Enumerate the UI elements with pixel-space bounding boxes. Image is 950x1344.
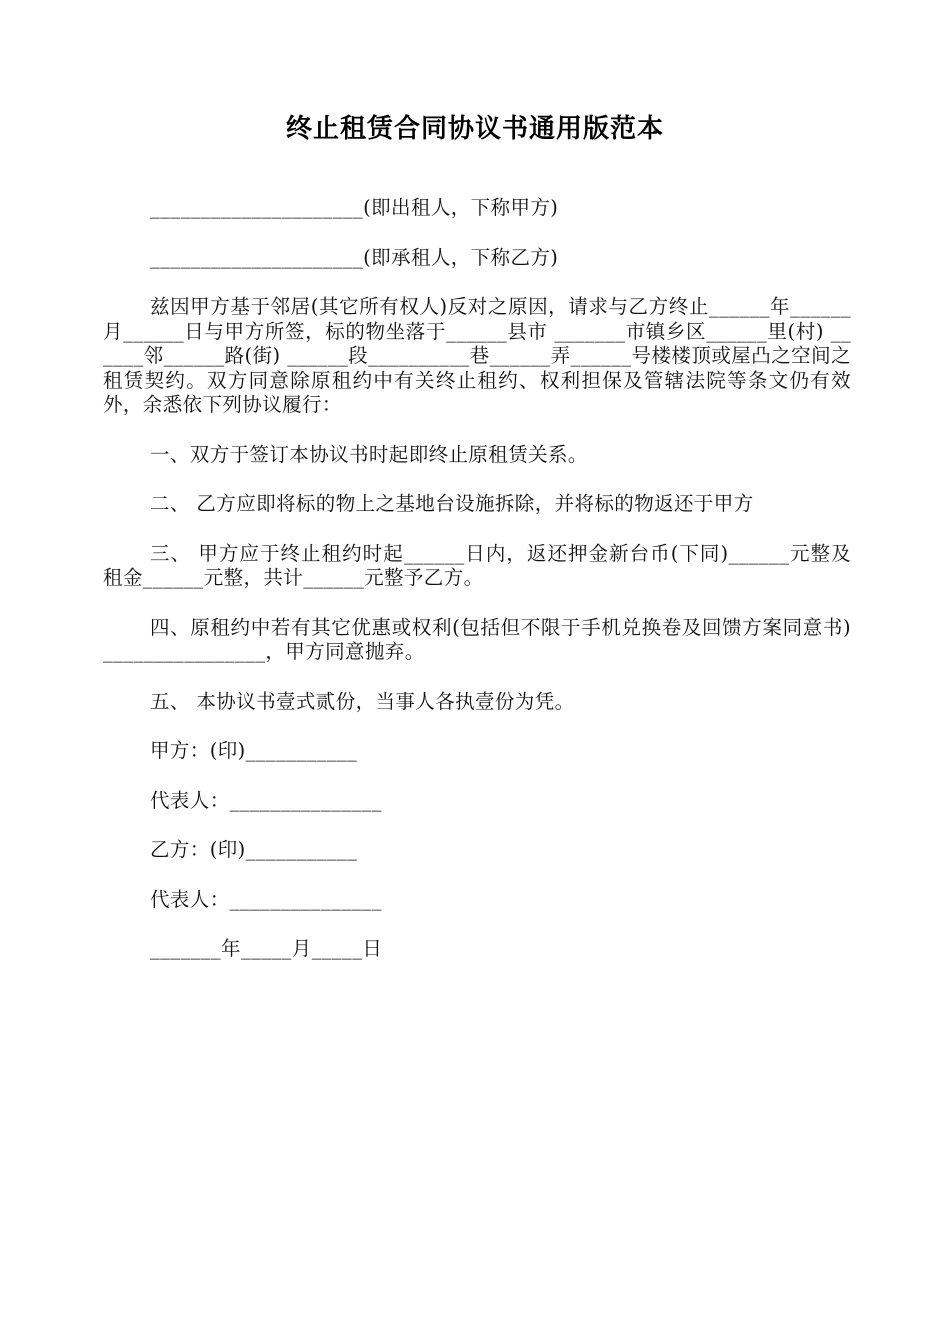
party-b-representative-line: 代表人：_______________ <box>150 887 382 911</box>
clause-4: 四、原租约中若有其它优惠或权利(包括但不限于手机兑换卷及回馈方案同意书)________________，甲方同意抛弃。 <box>103 615 851 663</box>
date-line: _______年_____月_____日 <box>150 937 383 960</box>
clause-5: 五、 本协议书壹式贰份，当事人各执壹份为凭。 <box>150 689 575 713</box>
document-body <box>103 196 851 987</box>
party-a-representative-line: 代表人：_______________ <box>150 788 382 812</box>
clause-1: 一、双方于签订本协议书时起即终止原租赁关系。 <box>150 442 588 466</box>
party-b-line: _____________________(即承租人，下称乙方) <box>150 245 559 269</box>
clause-2: 二、 乙方应即将标的物上之基地台设施拆除，并将标的物返还于甲方 <box>150 492 754 515</box>
clause-3: 三、 甲方应于终止租约时起______日内，返还押金新台币(下同)______元整及租金______元整，共计______元整予乙方。 <box>103 541 851 589</box>
party-a-line: _____________________(即出租人，下称甲方) <box>150 196 559 219</box>
document-title: 终止租赁合同协议书通用版范本 <box>285 114 664 144</box>
party-b-seal-line: 乙方：(印)___________ <box>150 838 358 861</box>
preamble-paragraph: 兹因甲方基于邻居(其它所有权人)反对之原因，请求与乙方终止______年______月______日与甲方所签，标的物坐落于______县市 _______市镇乡区______里(村) ______邻______路(街) ______段__________巷______弄______号楼楼顶或屋凸之空间之租赁契约。双方同意除原租约中有关终止租约、权利担保及管辖法院等条文仍有效外，余悉依下列协议履行： <box>103 295 851 416</box>
party-a-seal-line: 甲方：(印)___________ <box>150 739 358 762</box>
